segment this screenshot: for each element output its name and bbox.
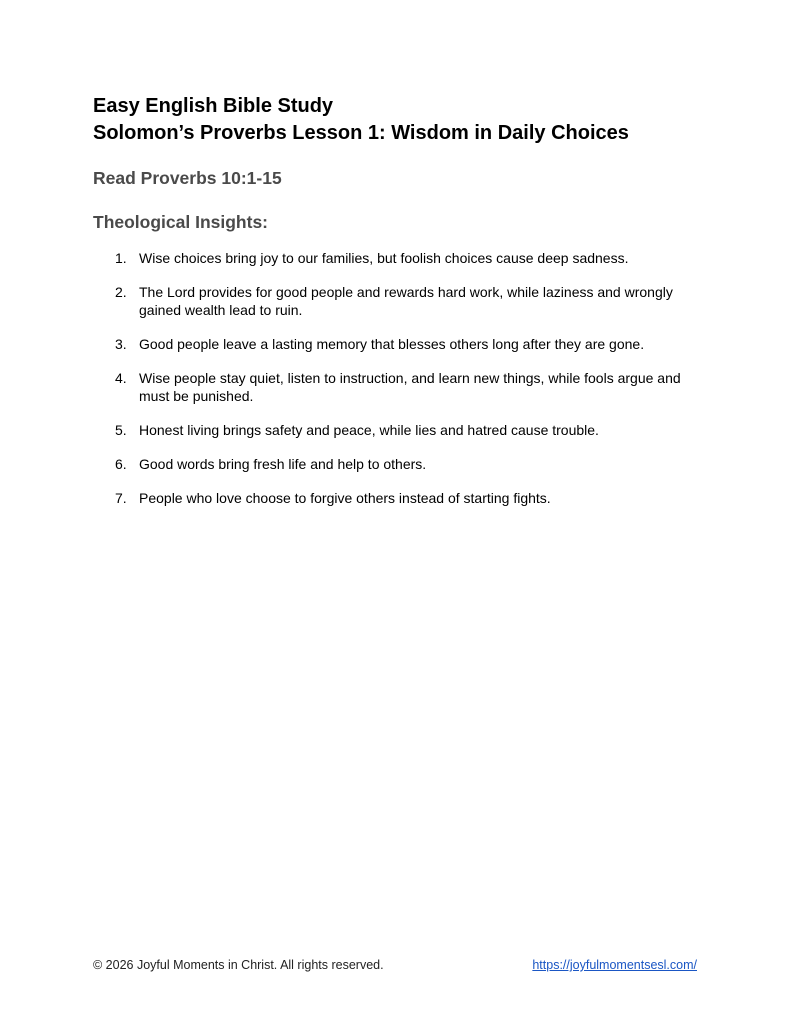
insight-text: Honest living brings safety and peace, while lies and hatred cause trouble. (139, 422, 599, 438)
insights-heading: Theological Insights: (93, 212, 269, 232)
insight-item-3 (93, 335, 703, 353)
insight-text: Wise people stay quiet, listen to instruction, and learn new things, while fools argue and must be punished. (139, 370, 681, 404)
insight-item-6 (93, 455, 703, 473)
copyright-notice: © 2026 Joyful Moments in Christ. All rights reserved. (93, 958, 384, 972)
insight-item-1 (93, 249, 703, 267)
insight-text: Good people leave a lasting memory that blesses others long after they are gone. (139, 336, 645, 352)
insight-number: 4. (115, 370, 127, 386)
document-title (93, 93, 733, 147)
insight-item-7 (93, 489, 703, 507)
insight-number: 5. (115, 422, 127, 438)
page-footer (93, 958, 697, 976)
insight-number: 6. (115, 456, 127, 472)
insight-item-4 (93, 369, 703, 405)
insight-text: The Lord provides for good people and rewards hard work, while laziness and wrongly gained wealth lead to ruin. (139, 284, 673, 318)
insight-number: 2. (115, 284, 127, 300)
insight-number: 1. (115, 250, 127, 266)
insight-text: Wise choices bring joy to our families, but foolish choices cause deep sadness. (139, 250, 629, 266)
title-line-lesson: Solomon’s Proverbs Lesson 1: Wisdom in Daily Choices (93, 122, 629, 144)
insight-item-2 (93, 283, 703, 319)
insight-number: 3. (115, 336, 127, 352)
insight-text: People who love choose to forgive others instead of starting fights. (139, 490, 551, 506)
website-link[interactable]: https://joyfulmomentsesl.com/ (532, 958, 697, 972)
insight-text: Good words bring fresh life and help to others. (139, 456, 427, 472)
insight-item-5 (93, 421, 703, 439)
title-line-series: Easy English Bible Study (93, 95, 334, 117)
reading-reference-heading: Read Proverbs 10:1-15 (93, 168, 282, 188)
insights-list (93, 249, 703, 523)
insight-number: 7. (115, 490, 127, 506)
